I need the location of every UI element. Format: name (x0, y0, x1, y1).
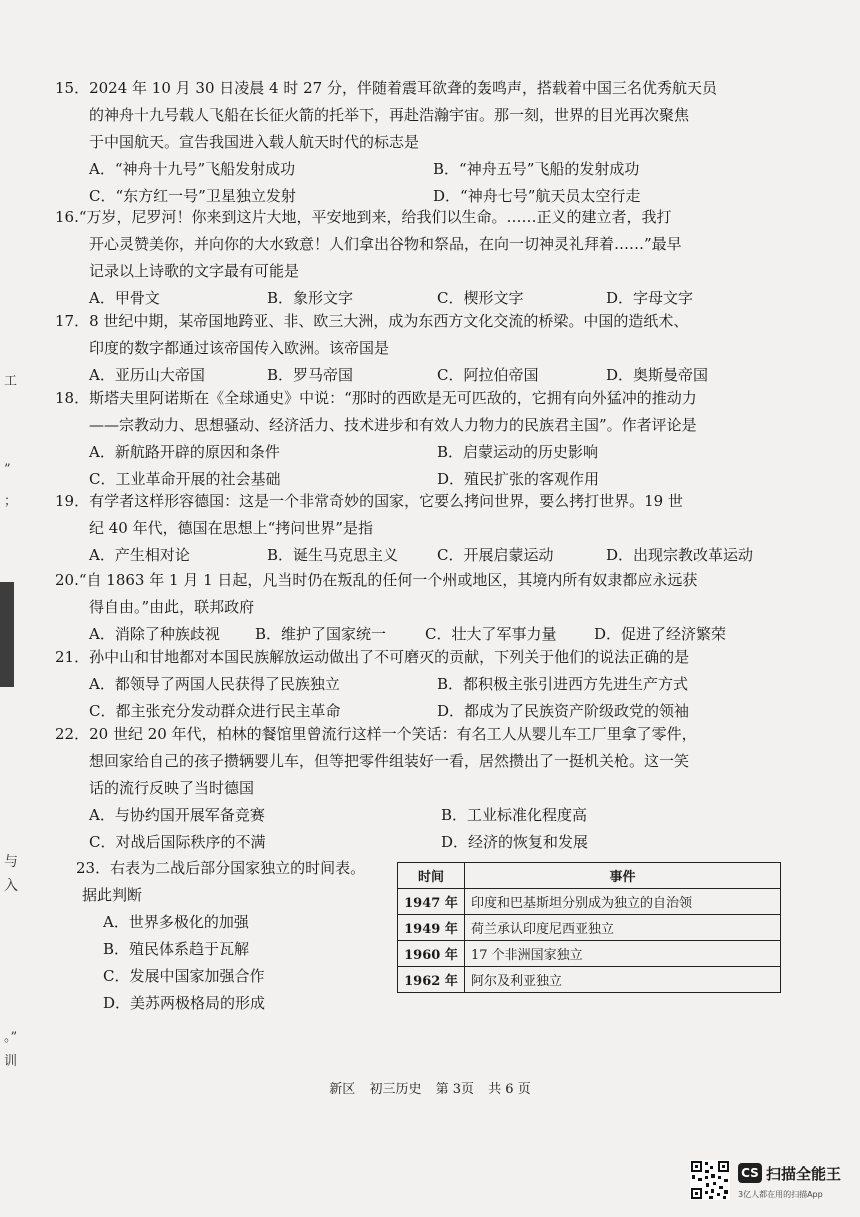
table-header-row (398, 863, 781, 889)
option-c: C．发展中国家加强合作 (103, 967, 265, 985)
margin-fragment: 与 (4, 854, 18, 870)
option-c: C．对战后国际秩序的不满 (89, 833, 266, 851)
question-text: 15．2024 年 10 月 30 日凌晨 4 时 27 分，伴随着震耳欲聋的轰鸣声，搭载着中国三名优秀航天员 (55, 79, 717, 97)
option-c: C．开展启蒙运动 (437, 546, 554, 564)
page-footer (0, 1078, 860, 1097)
option-b: B．罗马帝国 (267, 366, 354, 384)
footer-page: 第 3页 (435, 1082, 475, 1097)
option-c: C．阿拉伯帝国 (437, 366, 539, 384)
question-23 (76, 855, 396, 1017)
option-b: B．工业标准化程度高 (441, 806, 588, 824)
option-d: D．促进了经济繁荣 (594, 625, 727, 643)
margin-fragment: 训 (4, 1054, 18, 1069)
table-header: 事件 (465, 863, 781, 889)
table-header: 时间 (398, 863, 465, 889)
option-d: D．出现宗教改革运动 (606, 546, 754, 564)
option-a: A．消除了种族歧视 (89, 625, 220, 643)
question-18 (55, 385, 775, 493)
question-text: 开心灵赞美你，并向你的大水致意！人们拿出谷物和祭品，在向一切神灵礼拜着……”最早 (89, 235, 682, 253)
footer-subject: 初三历史 (369, 1082, 422, 1097)
option-b: B．“神舟五号”飞船的发射成功 (433, 160, 640, 178)
option-d: D．“神舟七号”航天员太空行走 (433, 187, 641, 205)
question-19 (55, 488, 775, 569)
question-text: 据此判断 (82, 886, 143, 904)
question-text: 于中国航天。宣告我国进入载人航天时代的标志是 (89, 133, 420, 151)
question-text: 的神舟十九号载人飞船在长征火箭的托举下，再赴浩瀚宇宙。那一刻，世界的目光再次聚焦 (89, 106, 690, 124)
option-d: D．都成为了民族资产阶级政党的领袖 (437, 702, 690, 720)
question-text: 纪 40 年代，德国在思想上“拷问世界”是指 (89, 519, 373, 537)
question-text: 22．20 世纪 20 年代，柏林的餐馆里曾流行这样一个笑话：有名工人从婴儿车工厂里拿了零件， (55, 725, 697, 743)
question-text: 16.“万岁，尼罗河！你来到这片大地，平安地到来，给我们以生命。……正义的建立者，我打 (55, 208, 672, 226)
question-text: 18．斯塔夫里阿诺斯在《全球通史》中说：“那时的西欧是无可匹敌的，它拥有向外猛冲的推动力 (55, 389, 697, 407)
option-d: D．经济的恢复和发展 (441, 833, 589, 851)
option-b: B．都积极主张引进西方先进生产方式 (437, 675, 689, 693)
table-row (398, 967, 781, 993)
question-text: 21．孙中山和甘地都对本国民族解放运动做出了不可磨灭的贡献，下列关于他们的说法正确的是 (55, 648, 690, 666)
table-cell: 1949 年 (398, 915, 465, 941)
option-b: B．维护了国家统一 (255, 625, 387, 643)
option-a: A．新航路开辟的原因和条件 (89, 443, 280, 461)
option-b: B．象形文字 (267, 289, 354, 307)
table-cell: 荷兰承认印度尼西亚独立 (465, 915, 781, 941)
table-row (398, 889, 781, 915)
option-c: C．都主张充分发动群众进行民主革命 (89, 702, 341, 720)
footer-district: 新区 (329, 1082, 356, 1097)
option-c: C．楔形文字 (437, 289, 524, 307)
table-row (398, 941, 781, 967)
question-text: 19．有学者这样形容德国：这是一个非常奇妙的国家，它要么拷问世界，要么拷打世界。19 世 (55, 492, 683, 510)
table-cell: 1960 年 (398, 941, 465, 967)
question-text: ——宗教动力、思想骚动、经济活力、技术进步和有效人力物力的民族君主国”。作者评论是 (89, 416, 697, 434)
question-21 (55, 644, 775, 725)
margin-fragment: 入 (4, 878, 18, 894)
option-a: A．“神舟十九号”飞船发射成功 (89, 160, 296, 178)
option-b: B．诞生马克思主义 (267, 546, 399, 564)
margin-fragment: 。” (4, 1030, 18, 1045)
table-cell: 1962 年 (398, 967, 465, 993)
table-cell: 阿尔及利亚独立 (465, 967, 781, 993)
option-c: C．工业革命开展的社会基础 (89, 470, 281, 488)
option-d: D．美苏两极格局的形成 (103, 994, 266, 1012)
question-text: 印度的数字都通过该帝国传入欧洲。该帝国是 (89, 339, 390, 357)
option-c: C．“东方红一号”卫星独立发射 (89, 187, 296, 205)
question-text: 23．右表为二战后部分国家独立的时间表。 (76, 859, 366, 877)
footer-total: 共 6 页 (488, 1082, 531, 1097)
question-17 (55, 308, 775, 389)
table-cell: 1947 年 (398, 889, 465, 915)
table-row (398, 915, 781, 941)
option-a: A．都领导了两国人民获得了民族独立 (89, 675, 340, 693)
question-text: 想回家给自己的孩子攒辆婴儿车，但等把零件组装好一看，居然攒出了一挺机关枪。这一笑 (89, 752, 690, 770)
question-text: 话的流行反映了当时德国 (89, 779, 255, 797)
independence-table (397, 862, 781, 993)
option-a: A．甲骨文 (89, 289, 160, 307)
option-d: D．殖民扩张的客观作用 (437, 470, 600, 488)
question-text: 20.“自 1863 年 1 月 1 日起，凡当时仍在叛乱的任何一个州或地区，其境内所有奴隶都应永远获 (55, 571, 698, 589)
question-20 (55, 567, 775, 648)
margin-dark-block (0, 582, 14, 687)
margin-fragment: 工 (4, 374, 18, 389)
question-16 (55, 204, 775, 312)
option-a: A．亚历山大帝国 (89, 366, 205, 384)
question-text: 得自由。”由此，联邦政府 (89, 598, 255, 616)
margin-fragment: ； (4, 494, 18, 509)
cs-logo-icon: CS (738, 1163, 762, 1183)
table-cell: 17 个非洲国家独立 (465, 941, 781, 967)
option-d: D．奥斯曼帝国 (606, 366, 709, 384)
question-15 (55, 75, 775, 210)
question-22 (55, 721, 775, 856)
scanner-tagline: 3亿人都在用的扫描App (738, 1190, 823, 1199)
option-a: A．与协约国开展军备竞赛 (89, 806, 265, 824)
table-cell: 印度和巴基斯坦分别成为独立的自治领 (465, 889, 781, 915)
option-a: A．世界多极化的加强 (103, 913, 249, 931)
question-text: 记录以上诗歌的文字最有可能是 (89, 262, 300, 280)
option-a: A．产生相对论 (89, 546, 190, 564)
option-b: B．启蒙运动的历史影响 (437, 443, 599, 461)
margin-fragment: ” (4, 462, 11, 477)
qr-code-icon (690, 1160, 730, 1200)
option-b: B．殖民体系趋于瓦解 (103, 940, 250, 958)
scanner-app-name: 扫描全能王 (766, 1165, 842, 1183)
question-text: 17．8 世纪中期，某帝国地跨亚、非、欧三大洲，成为东西方文化交流的桥梁。中国的造纸术、 (55, 312, 689, 330)
option-c: C．壮大了军事力量 (425, 625, 557, 643)
option-d: D．字母文字 (606, 289, 694, 307)
